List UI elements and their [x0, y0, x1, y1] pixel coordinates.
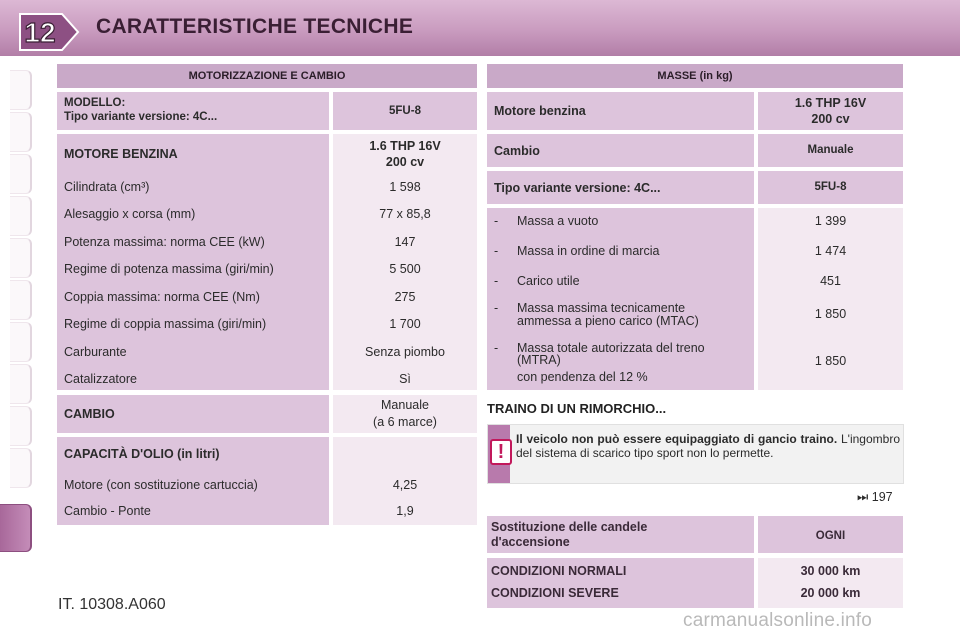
mass-engine-value-cell	[758, 92, 903, 130]
oil-label: CAPACITÀ D'OLIO (in litri)	[64, 447, 220, 461]
spec-label: Potenza massima: norma CEE (kW)	[64, 235, 265, 249]
mass-dash: -	[494, 244, 499, 258]
mass-variant-value: 5FU-8	[758, 171, 903, 204]
mass-label: Massa in ordine di marcia	[517, 244, 660, 258]
severe-interval: 20 000 km	[800, 586, 861, 600]
oil-row-value: 1,9	[396, 504, 414, 518]
spec-value: 275	[394, 290, 416, 304]
chapter-tab[interactable]	[10, 280, 32, 320]
variant-label: Tipo variante versione: 4C...	[64, 111, 218, 123]
towing-title: TRAINO DI UN RIMORCHIO...	[487, 401, 667, 416]
mass-engine-value-1: 1.6 THP 16V	[794, 96, 867, 110]
mass-dash: -	[494, 341, 499, 355]
mass-gearbox-value: Manuale	[758, 134, 903, 167]
engine-value-2: 200 cv	[385, 155, 425, 169]
spec-label: Catalizzatore	[64, 372, 137, 386]
chapter-tab[interactable]	[10, 196, 32, 236]
spark-label-cell	[487, 516, 754, 553]
warning-text	[516, 432, 900, 460]
chapter-number: 12	[24, 17, 56, 48]
chapter-tab[interactable]	[10, 238, 32, 278]
mass-engine-label-cell	[487, 92, 754, 130]
fast-forward-icon: ⏭	[857, 490, 869, 504]
normal-interval: 30 000 km	[800, 564, 861, 578]
warning-bold-text: Il veicolo non può essere equipaggiato di gancio traino.	[516, 432, 838, 446]
engine-section-title: MOTORIZZAZIONE E CAMBIO	[57, 64, 477, 88]
spark-header-value: OGNI	[758, 516, 903, 553]
spark-label-2: d'accensione	[491, 535, 570, 549]
mass-label: Massa totale autorizzata del treno	[517, 341, 705, 355]
mass-values-cell	[758, 208, 903, 390]
mass-label: Massa massima tecnicamente	[517, 301, 686, 315]
mass-dash: -	[494, 301, 499, 315]
oil-row-value: 4,25	[392, 478, 418, 492]
page-header	[0, 0, 960, 56]
warning-icon: !	[490, 439, 512, 465]
chapter-tab[interactable]	[10, 154, 32, 194]
warning-body-text: L'ingombro del sistema di scarico tipo sport non lo permette.	[516, 432, 900, 460]
mass-value: 1 474	[814, 244, 847, 258]
chapter-tab[interactable]	[10, 448, 32, 488]
spec-value: Senza piombo	[365, 345, 445, 359]
oil-row-label: Cambio - Ponte	[64, 504, 151, 518]
spec-value: Sì	[399, 372, 411, 386]
spec-label: Cilindrata (cm³)	[64, 180, 150, 194]
mass-gearbox-label: Cambio	[494, 144, 540, 158]
mass-engine-value-2: 200 cv	[811, 112, 850, 126]
chapter-tabs	[0, 60, 40, 580]
normal-conditions-label: CONDIZIONI NORMALI	[491, 564, 627, 578]
oil-values-cell	[333, 437, 477, 525]
mass-labels-cell	[487, 208, 754, 390]
spec-value: 77 x 85,8	[379, 207, 431, 221]
gearbox-value-1: Manuale	[381, 398, 429, 412]
gearbox-label-cell	[57, 395, 329, 433]
spec-value: 1 598	[389, 180, 421, 194]
warning-box	[487, 424, 904, 484]
oil-row-label: Motore (con sostituzione cartuccia)	[64, 478, 258, 492]
spec-label: Carburante	[64, 345, 127, 359]
engine-value-1: 1.6 THP 16V	[369, 139, 441, 153]
engine-values-cell	[333, 134, 477, 390]
spark-label-1: Sostituzione delle candele	[491, 520, 648, 534]
mass-label-line2: ammessa a pieno carico (MTAC)	[517, 314, 699, 328]
model-label: MODELLO:	[64, 97, 126, 109]
spec-value: 1 700	[389, 317, 421, 331]
mass-dash: -	[494, 214, 499, 228]
mass-dash: -	[494, 274, 499, 288]
mass-value: 1 399	[814, 214, 847, 228]
masses-section-title: MASSE (in kg)	[487, 64, 903, 88]
chapter-badge	[16, 10, 82, 54]
mass-variant-label-cell	[487, 171, 754, 204]
spec-label: Regime di coppia massima (giri/min)	[64, 317, 267, 331]
engine-labels-cell	[57, 134, 329, 390]
spark-conditions-cell	[487, 558, 754, 608]
mass-engine-label: Motore benzina	[494, 104, 586, 118]
mass-value: 451	[820, 274, 841, 288]
gearbox-value-2: (a 6 marce)	[373, 415, 437, 429]
chapter-tab[interactable]	[10, 70, 32, 110]
gearbox-label: CAMBIO	[64, 407, 115, 421]
document-identifier: IT. 10308.A060	[58, 596, 166, 613]
spec-label: Alesaggio x corsa (mm)	[64, 207, 196, 221]
page-reference[interactable]	[857, 490, 893, 505]
mass-label-line2: (MTRA)	[517, 353, 561, 367]
model-cell	[57, 92, 329, 130]
mass-variant-label: Tipo variante versione: 4C...	[494, 181, 661, 195]
spec-value: 5 500	[389, 262, 421, 276]
variant-value: 5FU-8	[333, 92, 477, 130]
gearbox-value-cell	[333, 395, 477, 433]
chapter-tab[interactable]	[10, 112, 32, 152]
spark-intervals-cell	[758, 558, 903, 608]
page-reference-number: 197	[871, 490, 893, 504]
spec-value: 147	[394, 235, 416, 249]
mass-label: Massa a vuoto	[517, 214, 599, 228]
mass-label: Carico utile	[517, 274, 580, 288]
chapter-tab[interactable]	[10, 364, 32, 404]
mass-gearbox-label-cell	[487, 134, 754, 167]
chapter-tab-active[interactable]	[0, 504, 32, 552]
page-title: CARATTERISTICHE TECNICHE	[96, 15, 414, 38]
severe-conditions-label: CONDIZIONI SEVERE	[491, 586, 619, 600]
watermark: carmanualsonline.info	[683, 610, 873, 631]
mass-value: 1 850	[814, 354, 847, 368]
oil-labels-cell	[57, 437, 329, 525]
chapter-tab[interactable]	[10, 322, 32, 362]
chapter-tab[interactable]	[10, 406, 32, 446]
spec-label: Coppia massima: norma CEE (Nm)	[64, 290, 260, 304]
mass-value: 1 850	[814, 307, 847, 321]
engine-label: MOTORE BENZINA	[64, 147, 178, 161]
mass-label-line3: con pendenza del 12 %	[517, 370, 648, 384]
spec-label: Regime di potenza massima (giri/min)	[64, 262, 274, 276]
